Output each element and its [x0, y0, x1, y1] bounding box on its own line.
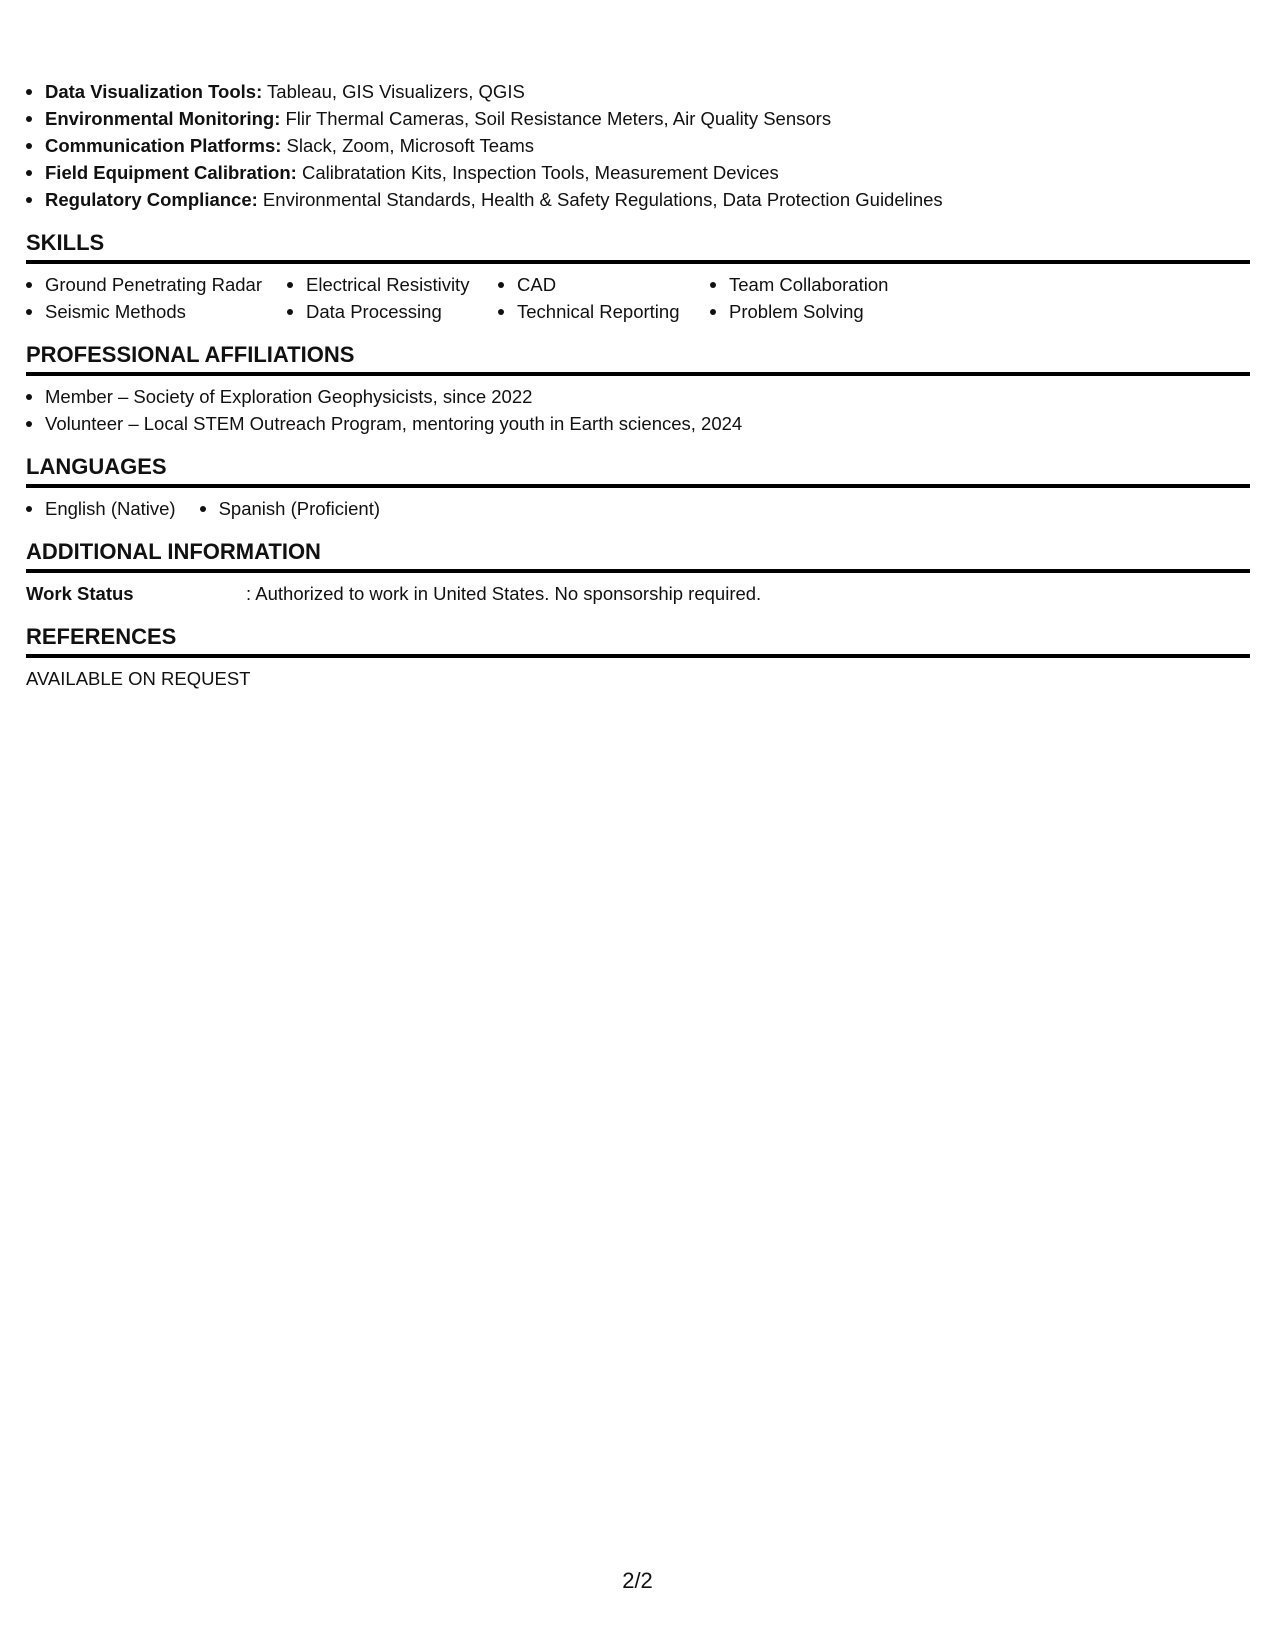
language-item: English (Native): [26, 495, 176, 522]
work-status-label: Work Status: [26, 583, 134, 604]
references-section: [26, 624, 1250, 692]
tool-category-value: Flir Thermal Cameras, Soil Resistance Meters, Air Quality Sensors: [280, 108, 832, 129]
additional-info-section: [26, 539, 1250, 607]
section-title-affiliations: PROFESSIONAL AFFILIATIONS: [26, 342, 1250, 376]
skill-item: Problem Solving: [710, 298, 1010, 325]
tool-category-label: Regulatory Compliance:: [45, 189, 258, 210]
skill-item: Ground Penetrating Radar: [26, 271, 287, 298]
list-item: [26, 186, 1250, 213]
section-title-additional-info: ADDITIONAL INFORMATION: [26, 539, 1250, 573]
resume-page: [26, 78, 1250, 692]
tool-category-value: Tableau, GIS Visualizers, QGIS: [262, 81, 525, 102]
work-status-row: [26, 580, 1250, 607]
skill-item: Electrical Resistivity: [287, 271, 498, 298]
section-title-references: REFERENCES: [26, 624, 1250, 658]
section-title-languages: LANGUAGES: [26, 454, 1250, 488]
skills-list: [26, 271, 1250, 325]
work-status-value: : Authorized to work in United States. No sponsorship required.: [246, 583, 762, 604]
languages-list: [26, 495, 1250, 522]
list-item: [26, 105, 1250, 132]
tool-category-value: Calibratation Kits, Inspection Tools, Measurement Devices: [296, 162, 779, 183]
skill-item: Seismic Methods: [26, 298, 287, 325]
tool-category-label: Communication Platforms:: [45, 135, 282, 156]
skills-section: [26, 230, 1250, 325]
list-item: [26, 159, 1250, 186]
skill-item: CAD: [498, 271, 710, 298]
page-number: 2/2: [622, 1568, 653, 1593]
skill-item: Team Collaboration: [710, 271, 1010, 298]
references-text: AVAILABLE ON REQUEST: [26, 668, 251, 689]
tool-category-label: Environmental Monitoring:: [45, 108, 281, 129]
affiliations-list: [26, 383, 1250, 437]
list-item: [26, 132, 1250, 159]
skill-item: Data Processing: [287, 298, 498, 325]
skill-item: Technical Reporting: [498, 298, 710, 325]
language-item: Spanish (Proficient): [200, 495, 380, 522]
tool-category-label: Data Visualization Tools:: [45, 81, 263, 102]
tool-category-value: Environmental Standards, Health & Safety Regulations, Data Protection Guidelines: [257, 189, 943, 210]
tool-category-label: Field Equipment Calibration:: [45, 162, 297, 183]
section-title-skills: SKILLS: [26, 230, 1250, 264]
affiliation-item: Volunteer – Local STEM Outreach Program, mentoring youth in Earth sciences, 2024: [26, 410, 1250, 437]
affiliations-section: [26, 342, 1250, 437]
list-item: [26, 78, 1250, 105]
tool-category-value: Slack, Zoom, Microsoft Teams: [281, 135, 534, 156]
tools-list: [26, 78, 1250, 213]
languages-section: [26, 454, 1250, 522]
affiliation-item: Member – Society of Exploration Geophysicists, since 2022: [26, 383, 1250, 410]
